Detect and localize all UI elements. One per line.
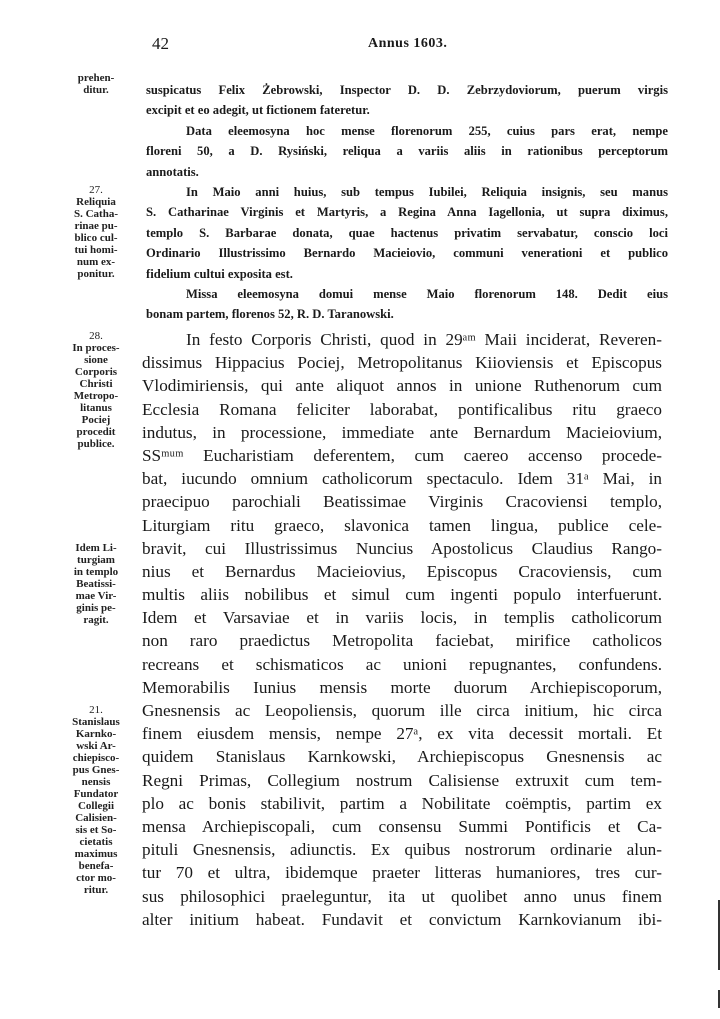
margin-line: wski Ar- <box>76 740 116 752</box>
margin-line: ctor mo- <box>76 872 116 884</box>
running-title: Annus 1603. <box>368 36 448 51</box>
text-line: Memorabilis Iunius mensis morte duorum Archiepiscoporum, <box>142 677 662 697</box>
text-line: Gnesnensis ac Leopoliensis, quorum ille circa initium, hic circa <box>142 701 662 720</box>
margin-line: S. Catha- <box>73 208 118 220</box>
margin-line: publice. <box>77 438 115 450</box>
text-line: alter initium habeat. Fundavit et convictum Karnkovianum ibi- <box>142 909 662 929</box>
margin-line: turgiam <box>77 554 115 566</box>
margin-line: Reliquia <box>76 196 116 208</box>
margin-line: chiepisco- <box>72 752 120 764</box>
text-line: bat, iucundo omnium catholicorum spectaculo. Idem 31ᵃ Mai, in <box>142 469 662 489</box>
text-line: plo ac bonis stabilivit, partim a Nobilitate coëmptis, partim ex <box>142 793 662 813</box>
margin-note-processione <box>56 330 136 450</box>
margin-line: Calisien- <box>75 812 117 824</box>
margin-line: Stanislaus <box>72 716 120 728</box>
text-line: Ecclesia Romana feliciter laborabat, pontificalibus ritu graeco <box>142 399 662 419</box>
page-number: 42 <box>152 34 169 53</box>
margin-note-number: 21. <box>89 704 103 716</box>
text-line: In Maio anni huius, sub tempus Iubilei, Reliquia insignis, seu manus <box>186 184 668 199</box>
margin-line: Idem Li- <box>75 542 117 554</box>
text-line: floreni 50, a D. Rysiński, reliqua a variis aliis in rationibus perceptorum <box>146 144 668 159</box>
margin-line: Christi <box>79 378 113 390</box>
text-line: Regni Primas, Collegium nostrum Calisiense extruxit cum tem- <box>142 770 662 790</box>
text-line: Liturgiam ritu graeco, slavonica tamen lingua, publice cele- <box>142 515 662 535</box>
margin-line: tui homi- <box>74 244 118 256</box>
text-line: nius et Bernardus Macieiovius, Episcopus Cracoviensis, cum <box>142 561 662 581</box>
text-line: indutus, in processione, immediate ante Bernardum Macieiovium, <box>142 422 662 442</box>
margin-line: Corporis <box>74 366 118 378</box>
text-line: pituli Gnesnensis, adiunctis. Ex quibus nostrorum ordinarie alun- <box>142 840 662 860</box>
margin-line: Karnko- <box>75 728 117 740</box>
margin-line: Pociej <box>81 414 111 426</box>
text-line: sus philosophici praeleguntur, ita ut quolibet anno unus finem <box>142 886 662 906</box>
text-line: bravit, cui Illustrissimus Nuncius Apostolicus Claudius Rango- <box>142 538 662 558</box>
margin-line: sis et So- <box>75 824 117 836</box>
text-line: excipit et eo adegit, ut fictionem fateretur. <box>146 103 370 118</box>
text-line: Missa eleemosyna domui mense Maio florenorum 148. Dedit eius <box>186 286 668 301</box>
margin-line: Beatissi- <box>76 578 116 590</box>
text-line: fidelium cultui exposita est. <box>146 266 293 281</box>
margin-line: Metropo- <box>73 390 119 402</box>
margin-line: ponitur. <box>77 268 115 280</box>
small-text-block <box>146 80 668 325</box>
text-line: SSᵐᵘᵐ Eucharistiam deferentem, cum caereo accenso procede- <box>142 445 662 465</box>
margin-line: blico cul- <box>74 232 118 244</box>
text-line: Ordinario Illustrissimo Bernardo Macieiovio, communi venerationi et publico <box>146 246 668 261</box>
margin-line: Fundator <box>73 788 119 800</box>
page-header <box>0 34 720 58</box>
margin-line: In proces- <box>72 342 120 354</box>
margin-line: ginis pe- <box>76 602 116 614</box>
main-text-block <box>142 328 662 931</box>
text-line: quidem Stanislaus Karnkowski, Archiepiscopus Gnesnensis ac <box>142 747 662 767</box>
text-line: S. Catharinae Virginis et Martyris, a Regina Anna Iagellonia, ut supra diximus, <box>146 205 668 220</box>
margin-note-reliquia <box>56 184 136 280</box>
margin-line: Collegii <box>77 800 115 812</box>
margin-line: in templo <box>73 566 119 578</box>
margin-line: prehen- <box>77 72 115 84</box>
margin-line: ritur. <box>83 884 109 896</box>
text-line: dissimus Hippacius Pociej, Metropolitanus Kiioviensis et Episcopus <box>142 353 662 373</box>
text-line: In festo Corporis Christi, quod in 29ᵃᵐ Maii inciderat, Reveren- <box>186 330 662 349</box>
margin-line: maximus <box>74 848 118 860</box>
text-line: praecipuo parochiali Beatissimae Virginis Cracoviensi templo, <box>142 492 662 512</box>
text-line: annotatis. <box>146 164 199 179</box>
text-line: mensa Archiepiscopali, cum consensu Summi Pontificis et Ca- <box>142 816 662 836</box>
margin-note-liturgiam <box>56 542 136 626</box>
text-line: recreans et schismaticos ac unioni repugnantes, confundens. <box>142 654 662 674</box>
margin-note-number: 27. <box>89 184 103 196</box>
margin-line: litanus <box>80 402 112 414</box>
margin-note-number: 28. <box>89 330 103 342</box>
text-line: templo S. Barbarae donata, quae hactenus privatim servabatur, conscio loci <box>146 225 668 240</box>
margin-line: cietatis <box>79 836 113 848</box>
margin-line: benefa- <box>78 860 114 872</box>
margin-line: rinae pu- <box>74 220 118 232</box>
text-line: multis aliis nobilibus et simul cum ingenti populo interfuerunt. <box>142 585 662 605</box>
margin-line: ragit. <box>83 614 109 626</box>
text-line: suspicatus Felix Żebrowski, Inspector D. D. Zebrzydoviorum, puerum virgis <box>146 83 668 97</box>
text-line: Data eleemosyna hoc mense florenorum 255, cuius pars erat, nempe <box>186 123 668 138</box>
margin-note-prehenditur <box>56 72 136 96</box>
margin-line: nensis <box>81 776 111 788</box>
text-line: Idem et Varsaviae et in variis locis, in templis catholicorum <box>142 608 662 628</box>
text-line: finem eiusdem mensis, nempe 27ᵃ, ex vita decessit mortali. Et <box>142 724 662 744</box>
margin-line: ditur. <box>83 84 109 96</box>
text-line: non raro praedictus Metropolita faciebat, mirifice catholicos <box>142 631 662 651</box>
text-line: bonam partem, florenos 52, R. D. Taranowski. <box>146 307 394 322</box>
text-line: Vlodimiriensis, qui ante aliquot annos in unione Ruthenorum cum <box>142 376 662 396</box>
margin-line: pus Gnes- <box>72 764 120 776</box>
text-line: tur 70 et ultra, ibidemque praeter litteras humaniores, tres cur- <box>142 863 662 883</box>
margin-line: procedit <box>76 426 116 438</box>
margin-note-karnkowski <box>56 704 136 896</box>
margin-line: mae Vir- <box>75 590 117 602</box>
margin-line: num ex- <box>76 256 116 268</box>
margin-line: sione <box>84 354 108 366</box>
